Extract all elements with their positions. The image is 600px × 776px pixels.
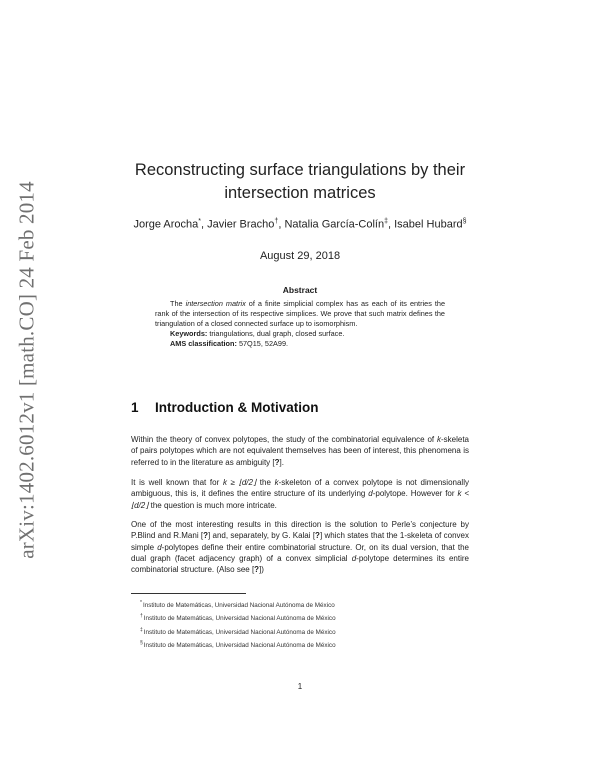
paper-date: August 29, 2018 xyxy=(259,250,341,262)
footnote: ‡Instituto de Matemáticas, Universidad Nacional Autónoma de México xyxy=(140,626,336,636)
arxiv-identifier: arXiv:1402.6012v1 [math.CO] 24 Feb 2014 xyxy=(14,181,39,559)
author-name: Natalia García-Colín xyxy=(284,218,385,231)
author-footnote-mark: * xyxy=(198,218,202,225)
arxiv-sidebar xyxy=(10,175,44,565)
section-number: 1 xyxy=(131,400,139,415)
title-line-1: Reconstructing surface triangulations by their xyxy=(134,161,466,179)
title-line-2: intersection matrices xyxy=(224,184,376,202)
abstract-heading: Abstract xyxy=(282,285,318,295)
emphasis-term: intersection matrix xyxy=(185,299,246,308)
keywords-label: Keywords: xyxy=(170,329,208,338)
page-number: 1 xyxy=(297,682,303,691)
keywords-line xyxy=(155,329,445,339)
author-name: Isabel Hubard xyxy=(394,218,463,231)
citation-ref[interactable]: ? xyxy=(254,565,260,575)
abstract-text: The intersection matrix of a finite simplicial complex has as each of its entries the rank of the intersection of its respective simplices. We prove that such matrix defines the triangulation of a closed connected surface up to isomorphism. xyxy=(155,299,445,328)
author-footnote-mark: † xyxy=(274,218,279,225)
paper-title xyxy=(120,159,480,205)
author-list: Jorge Arocha*, Javier Bracho†, Natalia García-Colín‡, Isabel Hubard§ xyxy=(133,218,467,231)
paragraph-2: It is well known that for k ≥ ⌊d/2⌋ the k-skeleton of a convex polytope is not dimensionally ambiguous, this is, it defines the entire structure of its underlying d-polytope. However for k < ⌊d/2⌋ the question is much more intricate. xyxy=(131,478,470,510)
abstract-body xyxy=(155,299,445,349)
math-inline: k ≥ ⌊d/2⌋ xyxy=(222,478,257,487)
footnote: §Instituto de Matemáticas, Universidad Nacional Autónoma de México xyxy=(140,640,336,650)
author-footnote-mark: § xyxy=(462,218,467,225)
ams-line xyxy=(155,339,445,349)
footnote-rule xyxy=(131,593,246,594)
citation-ref[interactable]: ? xyxy=(274,457,280,467)
section-title: Introduction & Motivation xyxy=(155,400,319,415)
author-name: Jorge Arocha xyxy=(133,218,199,231)
keywords-value: triangulations, dual graph, closed surface. xyxy=(209,329,345,338)
footnote: *Instituto de Matemáticas, Universidad Nacional Autónoma de México xyxy=(140,600,335,610)
citation-ref[interactable]: ? xyxy=(315,531,320,541)
section-heading xyxy=(131,400,318,415)
author-name: Javier Bracho xyxy=(207,218,275,231)
ams-value: 57Q15, 52A99. xyxy=(238,339,289,348)
paragraph-1: Within the theory of convex polytopes, the study of the combinatorial equivalence of k-skeleta of pairs polytopes which are not equivalent themselves has been of interest, this phenomena is referred to in the literature as ambiguity [?]. xyxy=(131,435,469,467)
footnote: †Instituto de Matemáticas, Universidad Nacional Autónoma de México xyxy=(140,613,336,623)
footnotes xyxy=(140,598,336,652)
ams-label: AMS classification: xyxy=(170,339,237,348)
paragraph-3: One of the most interesting results in this direction is the solution to Perle’s conjecture by P.Blind and R.Mani [?] and, separately, by G. Kalai [?] which states that the 1-skeleta of convex simple d-polytopes define their entire combinatorial structure. Or, on its dual version, that the dual graph (facet adjacency graph) of a convex simplicial d-polytope determines its entire combinatorial structure. (Also see [?]) xyxy=(131,520,469,575)
math-inline: k < ⌊d/2⌋ xyxy=(131,489,470,510)
citation-ref[interactable]: ? xyxy=(203,531,209,541)
author-footnote-mark: ‡ xyxy=(384,218,388,225)
